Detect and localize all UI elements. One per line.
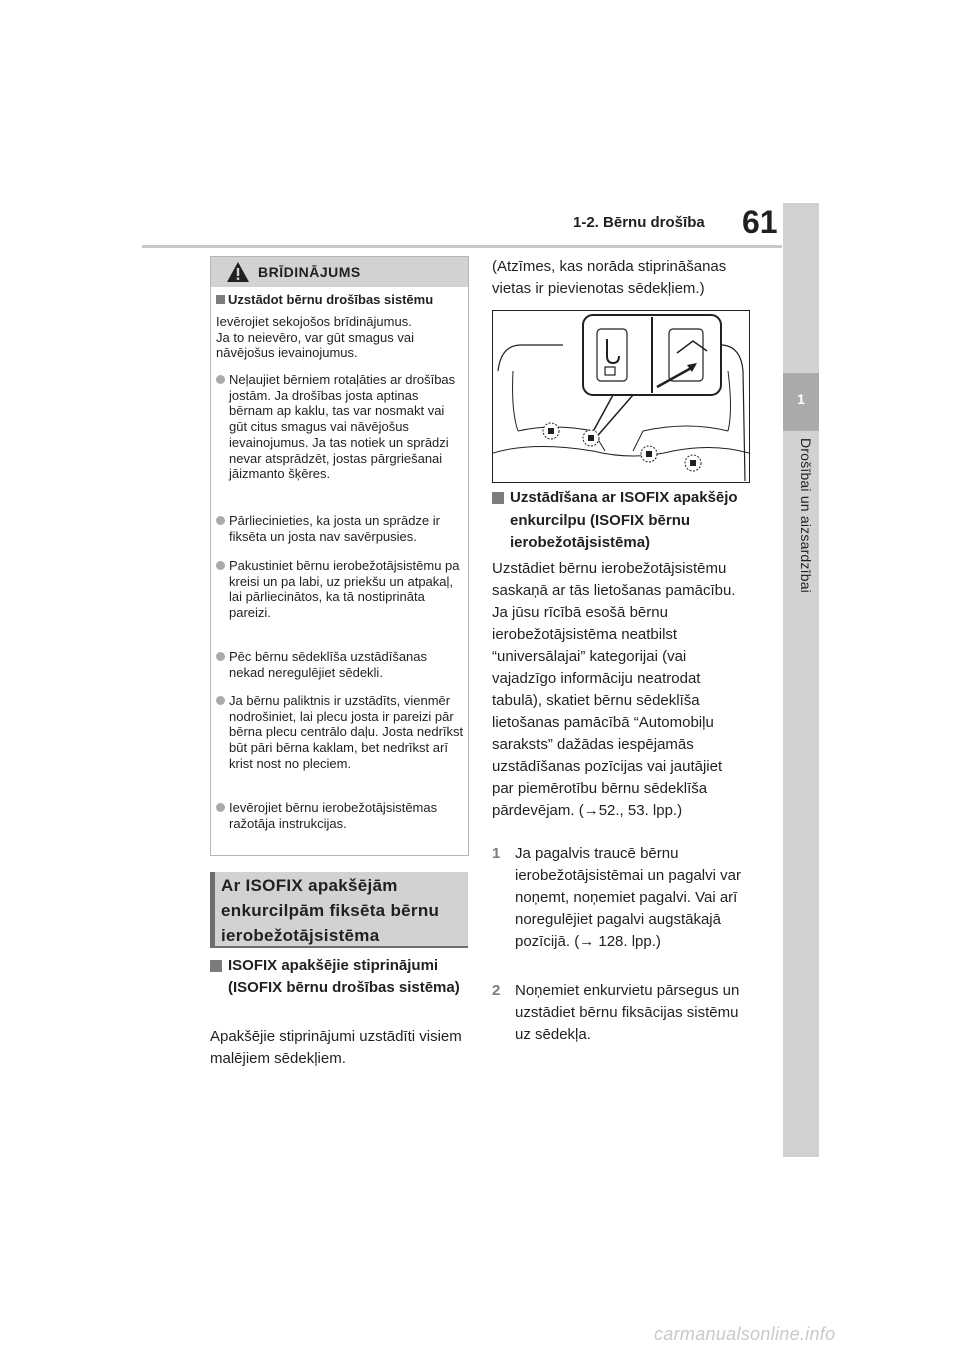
warning-subheading [216, 292, 466, 308]
step-number: 1 [492, 845, 501, 862]
step-item [492, 980, 750, 1046]
page-number: 61 [742, 204, 778, 240]
warning-bullet [216, 800, 464, 831]
warning-title: BRĪDINĀJUMS [258, 264, 361, 280]
bullet-dot-icon [216, 375, 225, 384]
isofix-installation-heading-text: Uzstādīšana ar ISOFIX apakšējo enkurcilpu (ISOFIX bērnu ierobežotājsistēma) [510, 489, 738, 551]
isofix-seat-illustration [492, 310, 750, 483]
header-divider [142, 245, 782, 248]
section-heading-bar [210, 872, 215, 947]
figure-caption: (Atzīmes, kas norāda stiprināšanas vietas ir pievienotas sēdekļiem.) [492, 258, 727, 297]
warning-bullet-text: Pārliecinieties, ka josta un sprādze ir fiksēta un josta nav savērpusies. [229, 513, 440, 544]
warning-triangle-icon [226, 261, 250, 283]
warning-bullet-text: Neļaujiet bērniem rotaļāties ar drošības jostām. Ja drošības josta aptinas bērnam ap kaklu, tas var nosmakt vai gūt citus smagus vai nāvējošus ievainojumus. Ja tas notiek un sprādzi nevar atsprādzēt, jostas pārgriešanai jāizmanto šķēres. [229, 372, 456, 482]
step-text: Ja pagalvis traucē bērnu ierobežotājsistēmai un pagalvi var noņemt, noņemiet pagalvi. Vai arī noregulējiet pagalvi augstākajā pozīcijā. (→ 128. lpp.) [515, 845, 741, 950]
warning-bullet [216, 513, 464, 544]
step-number: 2 [492, 982, 501, 999]
isofix-anchors-heading-text: ISOFIX apakšējie stiprinājumi (ISOFIX bērnu drošības sistēma) [228, 957, 460, 996]
isofix-anchors-text: Apakšējie stiprinājumi uzstādīti visiem malējiem sēdekļiem. [210, 1028, 462, 1067]
isofix-anchors-heading [210, 955, 470, 999]
warning-bullet-text: Pakustiniet bērnu ierobežotājsistēmu pa kreisi un pa labi, uz priekšu un atpakaļ, lai pārliecinātos, ka tā nostiprināta pareizi. [229, 558, 460, 621]
chapter-title: Drošībai un aizsardzībai [798, 438, 814, 593]
square-bullet-icon [492, 492, 504, 504]
warning-intro: Ievērojiet sekojošos brīdinājumus. Ja to neievēro, var gūt smagus vai nāvējošus ievainojumus. [216, 314, 414, 360]
warning-bullet [216, 693, 464, 772]
warning-bullet-text: Ja bērnu paliktnis ir uzstādīts, vienmēr nodrošiniet, lai plecu josta ir pareizi pār bērna plecu centrālo daļu. Josta nedrīkst būt pāri bērna kaklam, bet nedrīkst arī krist nost no pleciem. [229, 693, 464, 771]
isofix-installation-heading [492, 487, 754, 555]
section-title: 1-2. Bērnu drošība [573, 214, 705, 231]
isofix-installation-text: Uzstādiet bērnu ierobežotājsistēmu saskaņā ar tās lietošanas pamācību. Ja jūsu rīcībā esošā bērnu ierobežotājsistēma neatbilst “universālajai” kategorijai (vai vajadzīgo informāciju neatrodat tabulā), skatiet bērnu sēdeklīša lietošanas pamācībā “Automobiļu saraksts” dažādas iespējamās uzstādīšanas pozīcijas vai jautājiet par piemērotību bērnu sēdeklīša pārdevējam. (→52., 53. lpp.) [492, 560, 736, 819]
warning-bullet [216, 372, 464, 482]
warning-subheading-text: Uzstādot bērnu drošības sistēmu [228, 292, 434, 307]
chapter-number: 1 [797, 391, 805, 407]
bullet-dot-icon [216, 561, 225, 570]
bullet-dot-icon [216, 696, 225, 705]
watermark: carmanualsonline.info [654, 1324, 836, 1344]
warning-bullet-text: Pēc bērnu sēdeklīša uzstādīšanas nekad neregulējiet sēdekli. [229, 649, 428, 680]
square-bullet-icon [216, 295, 225, 304]
bullet-dot-icon [216, 516, 225, 525]
section-heading: Ar ISOFIX apakšējām enkurcilpām fiksēta bērnu ierobežotājsistēma [221, 876, 440, 945]
bullet-dot-icon [216, 803, 225, 812]
bullet-dot-icon [216, 652, 225, 661]
warning-bullet-text: Ievērojiet bērnu ierobežotājsistēmas ražotāja instrukcijas. [229, 800, 438, 831]
step-item [492, 843, 750, 953]
square-bullet-icon [210, 960, 222, 972]
warning-bullet [216, 649, 464, 680]
warning-bullet [216, 558, 464, 621]
step-text: Noņemiet enkurvietu pārsegus un uzstādiet bērnu fiksācijas sistēmu uz sēdekļa. [515, 982, 740, 1043]
